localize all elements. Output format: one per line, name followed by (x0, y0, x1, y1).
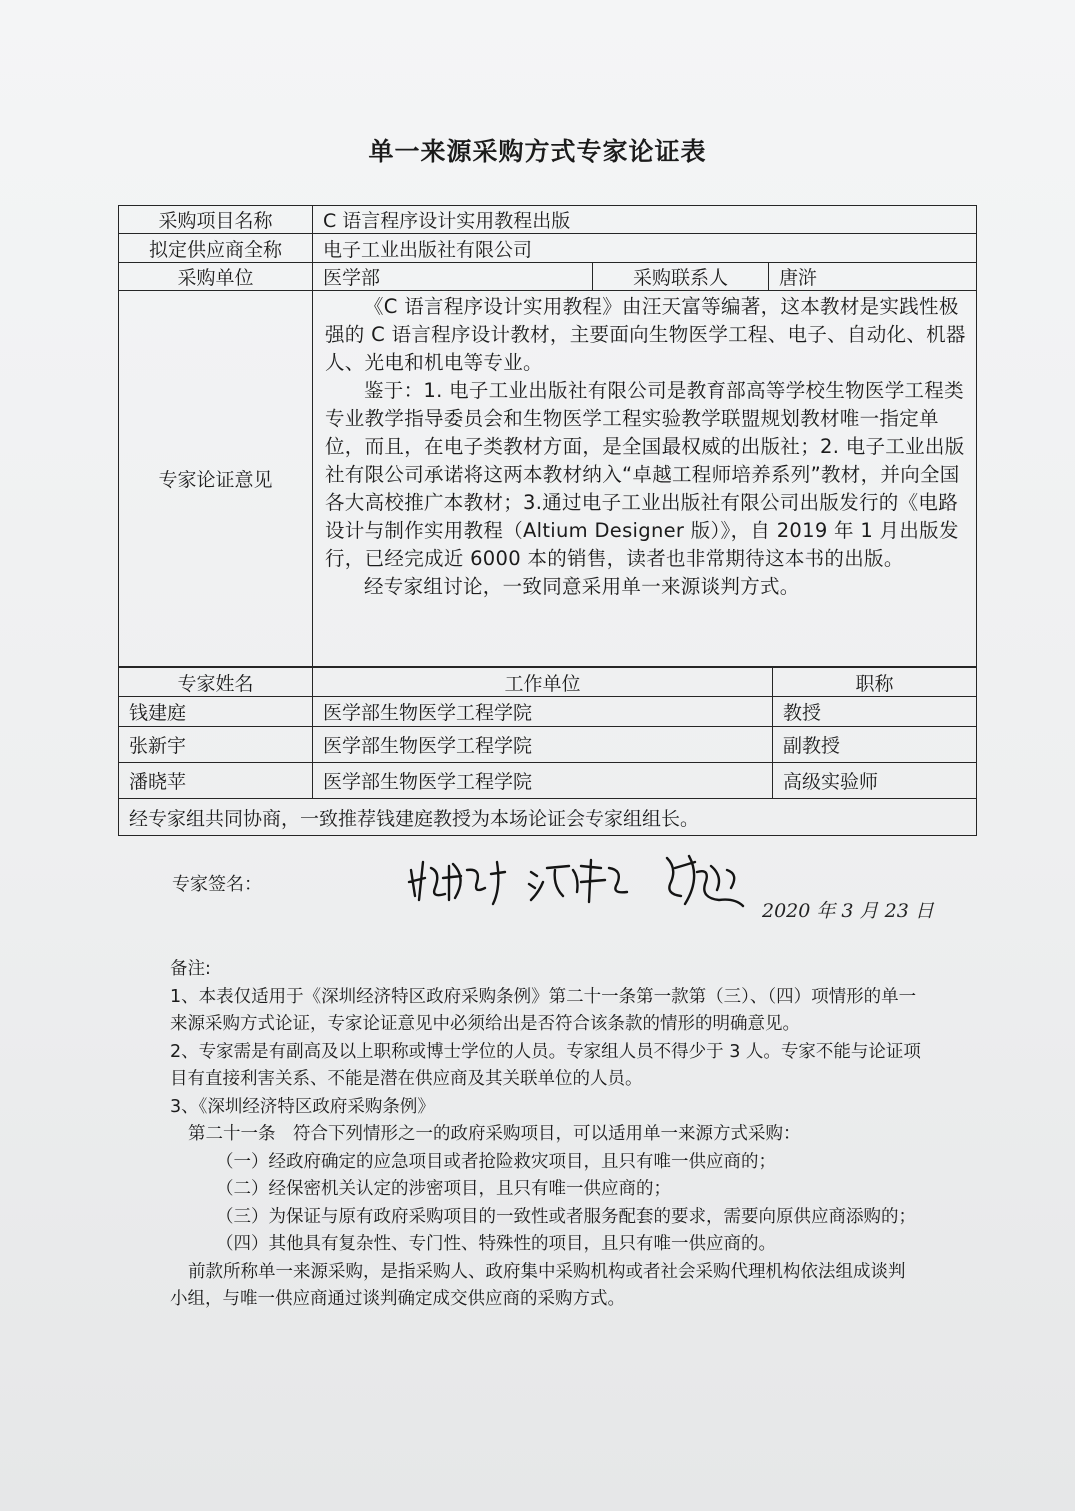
note-line: （二）经保密机关认定的涉密项目，且只有唯一供应商的； (216, 1179, 671, 1199)
opinion-label: 专家论证意见 (119, 291, 313, 667)
opinion-paragraph: 经专家组讨论，一致同意采用单一来源谈判方式。 (364, 575, 800, 598)
signature-label: 专家签名： (172, 874, 262, 895)
opinion-paragraph: 鉴于：1. 电子工业出版社有限公司是教育部高等学校生物医学工程类专业教学指导委员会和生物医学工程实验教学联盟规划教材唯一指定单位，而且，在电子类教材方面，是全国最权威的出版社；2. 电子工业出版社有限公司承诺将这两本教材纳入“卓越工程师培养系列”教材，并向全国各大高校推广本教材；3.通过电子工业出版社有限公司出版发行的《电路设计与制作实用教程（Altium Designer 版）》，自 2019 年 1 月出版发行，已经完成近 6000 本的销售，读者也非常期待这本书的出版。 (325, 379, 965, 570)
header-expert-name: 专家姓名 (119, 668, 313, 697)
supplier-value: 电子工业出版社有限公司 (313, 234, 977, 263)
note-line: 前款所称单一来源采购，是指采购人、政府集中采购机构或者社会采购代理机构依法组成谈判小组，与唯一供应商通过谈判确定成交供应商的采购方式。 (170, 1261, 906, 1309)
expert-name: 张新宇 (119, 727, 313, 763)
expert-unit: 医学部生物医学工程学院 (313, 763, 773, 799)
row-supplier (119, 234, 977, 263)
experts-table (118, 667, 977, 836)
expert-unit: 医学部生物医学工程学院 (313, 697, 773, 727)
handwritten-signatures (405, 848, 765, 918)
expert-name: 钱建庭 (119, 697, 313, 727)
note-line: （三）为保证与原有政府采购项目的一致性或者服务配套的要求，需要向原供应商添购的； (216, 1206, 916, 1227)
project-name-value: C 语言程序设计实用教程出版 (313, 206, 977, 234)
experts-header-row (119, 668, 977, 697)
note-line: （四）其他具有复杂性、专门性、特殊性的项目，且只有唯一供应商的。 (216, 1234, 776, 1254)
opinion-text (313, 291, 977, 667)
expert-title: 副教授 (773, 727, 977, 763)
expert-form-table (118, 205, 977, 667)
unit-value: 医学部 (313, 263, 593, 291)
signature-date: 2020 年 3 月 23 日 (762, 900, 934, 922)
table-row (119, 697, 977, 727)
header-work-unit: 工作单位 (313, 668, 773, 697)
expert-unit: 医学部生物医学工程学院 (313, 727, 773, 763)
opinion-paragraph: 《C 语言程序设计实用教程》由汪天富等编著，这本教材是实践性极强的 C 语言程序设计教材，主要面向生物医学工程、电子、自动化、机器人、光电和机电等专业。 (325, 295, 966, 374)
note-line: 2、专家需是有副高及以上职称或博士学位的人员。专家组人员不得少于 3 人。专家不能与论证项目有直接利害关系、不能是潜在供应商及其关联单位的人员。 (170, 1041, 921, 1089)
row-project-name (119, 206, 977, 234)
notes-section (170, 956, 922, 1314)
note-line: 1、本表仅适用于《深圳经济特区政府采购条例》第二十一条第一款第（三）、（四）项情形的单一来源采购方式论证，专家论证意见中必须给出是否符合该条款的情形的明确意见。 (170, 986, 917, 1034)
row-opinion (119, 291, 977, 667)
expert-name: 潘晓苹 (119, 763, 313, 799)
leader-note-row (119, 799, 977, 836)
page-title: 单一来源采购方式专家论证表 (368, 137, 707, 166)
leader-note: 经专家组共同协商，一致推荐钱建庭教授为本场论证会专家组组长。 (119, 799, 977, 836)
note-line: 3、《深圳经济特区政府采购条例》 (170, 1096, 435, 1117)
expert-title: 高级实验师 (773, 763, 977, 799)
header-title: 职称 (773, 668, 977, 697)
table-row (119, 763, 977, 799)
unit-label: 采购单位 (119, 263, 313, 291)
supplier-label: 拟定供应商全称 (119, 234, 313, 263)
contact-value: 唐浒 (769, 263, 977, 291)
notes-heading: 备注: (170, 959, 211, 979)
table-row (119, 727, 977, 763)
project-name-label: 采购项目名称 (119, 206, 313, 234)
note-line: 第二十一条 符合下列情形之一的政府采购项目，可以适用单一来源方式采购： (188, 1124, 801, 1144)
row-unit (119, 263, 977, 291)
note-line: （一）经政府确定的应急项目或者抢险救灾项目，且只有唯一供应商的； (216, 1151, 776, 1172)
expert-title: 教授 (773, 697, 977, 727)
contact-label: 采购联系人 (593, 263, 769, 291)
